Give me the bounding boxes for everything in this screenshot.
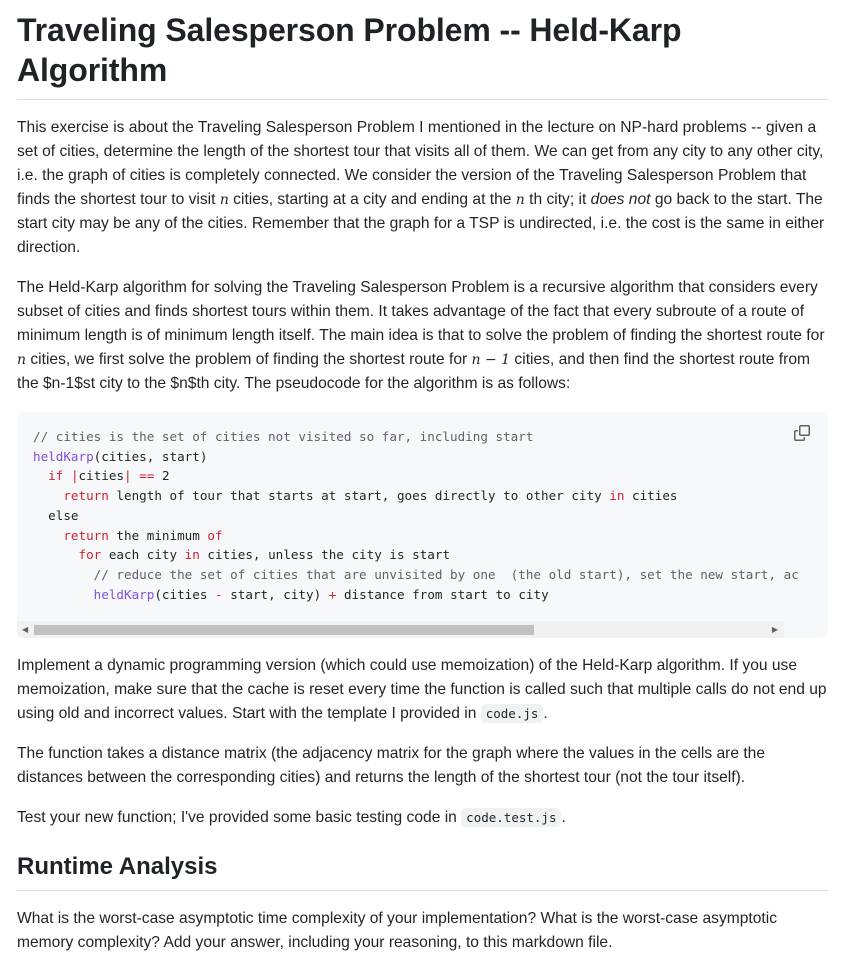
math-n: n	[219, 192, 229, 208]
scrollbar-thumb[interactable]	[34, 625, 534, 635]
math-n: n	[17, 352, 27, 368]
math-n: n	[515, 192, 525, 208]
horizontal-scrollbar[interactable]	[17, 621, 784, 638]
function-paragraph: The function takes a distance matrix (the adjacency matrix for the graph where the values in the cells are the distances between the corresponding cities) and returns the length of the shortest tour (not the tour itself).	[17, 745, 766, 786]
page-title: Traveling Salesperson Problem -- Held-Karp Algorithm	[17, 10, 828, 100]
inline-code: code.js	[481, 704, 544, 723]
emphasis: does not	[590, 191, 651, 208]
scroll-left-icon[interactable]: ◀	[22, 625, 29, 634]
math-n-minus-1: n − 1	[471, 352, 511, 368]
intro-paragraph: This exercise is about the Traveling Salesperson Problem I mentioned in the lecture on NP-hard problems -- given a set of cities, determine the length of the shortest tour that visits all of them. We can get from any city to any other city, i.e. the graph of cities is completely connected. We consider the version of the Traveling Salesperson Problem that finds the shortest tour to visit n cities, starting at a city and ending at the n th city; it does not go back to the start. The start city may be any of the cities. Remember that the graph for a TSP is undirected, i.e. the cost is the same in either direction.	[17, 119, 825, 256]
copy-icon	[794, 425, 810, 441]
markdown-document	[0, 10, 849, 955]
algorithm-paragraph: The Held-Karp algorithm for solving the Traveling Salesperson Problem is a recursive algorithm that considers every subset of cities and finds shortest tours within them. It takes advantage of the fact that every subroute of a route of minimum length is of minimum length itself. The main idea is that to solve the problem of finding the shortest route for n cities, we first solve the problem of finding the shortest route for n − 1 cities, and then find the shortest route from the $n-1$st city to the $n$th city. The pseudocode for the algorithm is as follows:	[17, 279, 825, 392]
section-heading: Runtime Analysis	[17, 852, 828, 891]
pseudocode-block	[17, 412, 828, 638]
runtime-paragraph: What is the worst-case asymptotic time complexity of your implementation? What is the worst-case asymptotic memory complexity? Add your answer, including your reasoning, to this markdown file.	[17, 910, 778, 951]
implementation-paragraph: Implement a dynamic programming version (which could use memoization) of the Held-Karp algorithm. If you use memoization, make sure that the cache is reset every time the function is called such that multiple calls do not end up using old and incorrect values. Start with the template I provided in code.js .	[17, 657, 827, 722]
inline-code: code.test.js	[461, 808, 561, 827]
scroll-right-icon[interactable]: ▶	[771, 625, 778, 634]
pseudocode: // cities is the set of cities not visited so far, including start heldKarp(cities, start) if |cities| == 2 return length of tour that starts at start, goes directly to other city in cities else return the minimum of for each city in cities, unless the city is start // reduce the set of cities that are unvisited by one (the old start), set the new start, ac heldKarp(cities - start, city) + distance from start to city	[33, 429, 799, 602]
testing-paragraph: Test your new function; I've provided some basic testing code in code.test.js .	[17, 809, 566, 826]
copy-button[interactable]	[794, 425, 812, 443]
